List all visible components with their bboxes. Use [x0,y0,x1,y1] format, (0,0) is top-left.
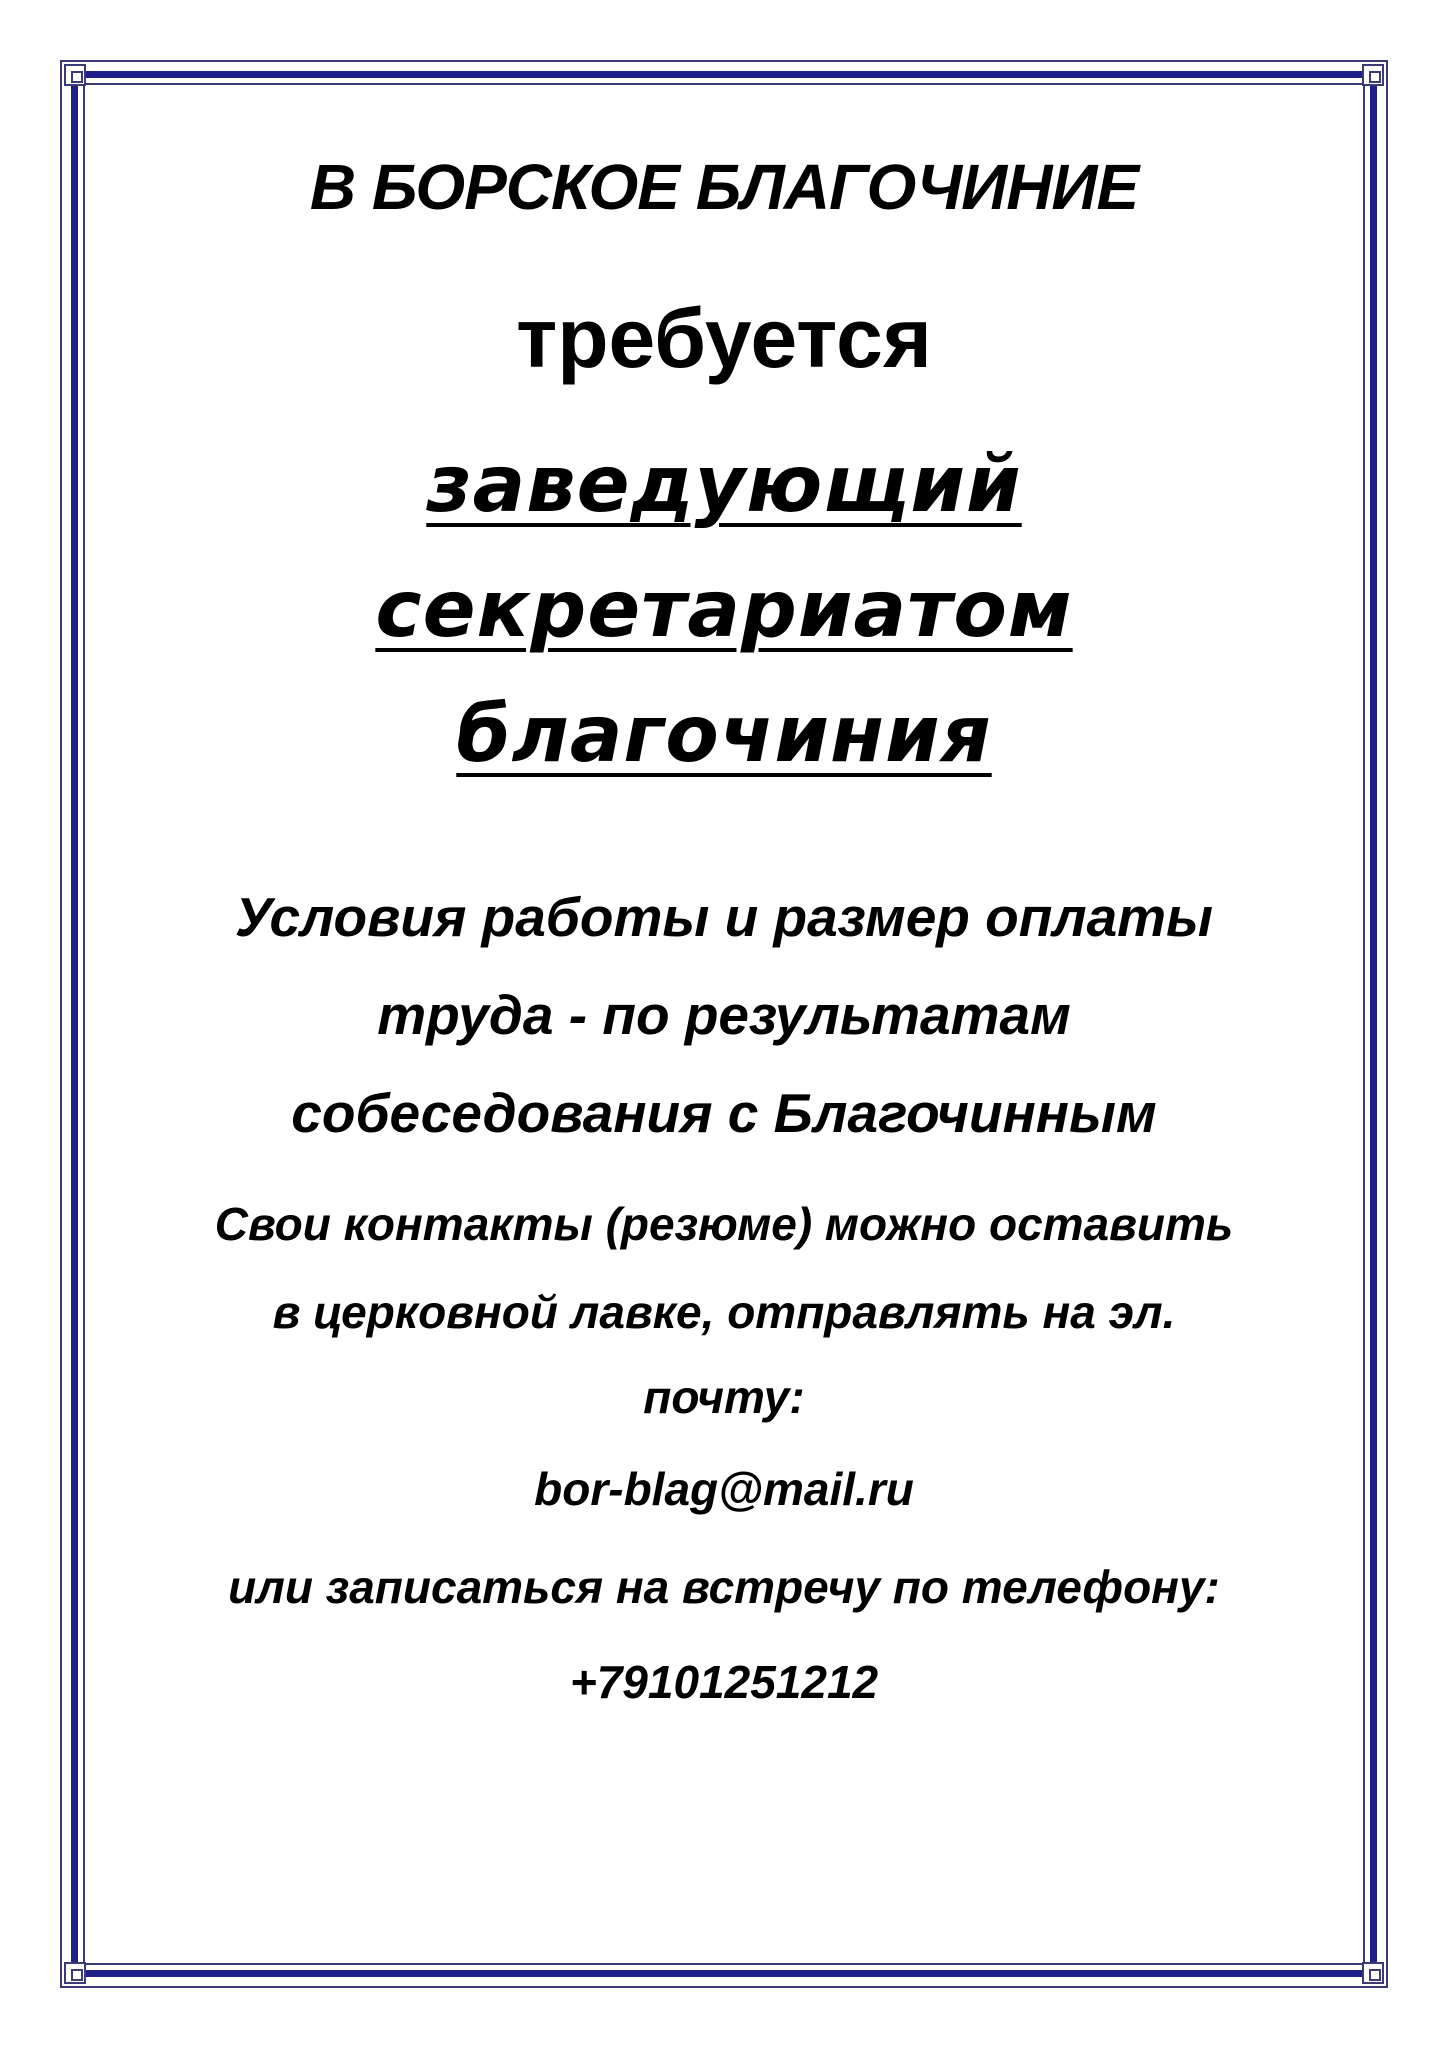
contacts-line-1: Свои контакты (резюме) можно оставить [214,1198,1234,1250]
position-title-line-2: секретариатом [375,565,1073,655]
position-title-line-1: заведующий [426,440,1022,530]
conditions-line-1: Условия работы и размер оплаты [234,886,1214,948]
contact-email: bor-blag@mail.ru [534,1463,914,1515]
contacts-line-2: в церковной лавке, отправлять на эл. [272,1286,1176,1338]
corner-ornament-bottom-right [1362,1962,1384,1984]
meeting-instructions: или записаться на встречу по телефону: [228,1561,1220,1613]
announcement-heading: В БОРСКОЕ БЛАГОЧИНИЕ [309,151,1139,223]
corner-ornament-top-left [64,64,86,86]
contact-phone: +79101251212 [569,1656,879,1708]
contacts-line-3: почту: [643,1371,805,1423]
corner-ornament-top-right [1362,64,1384,86]
corner-ornament-bottom-left [64,1962,86,1984]
conditions-line-2: труда - по результатам [377,984,1071,1046]
position-title-line-3: благочиния [456,690,992,780]
conditions-line-3: собеседования с Благочинным [291,1082,1157,1144]
required-label: требуется [516,291,932,385]
